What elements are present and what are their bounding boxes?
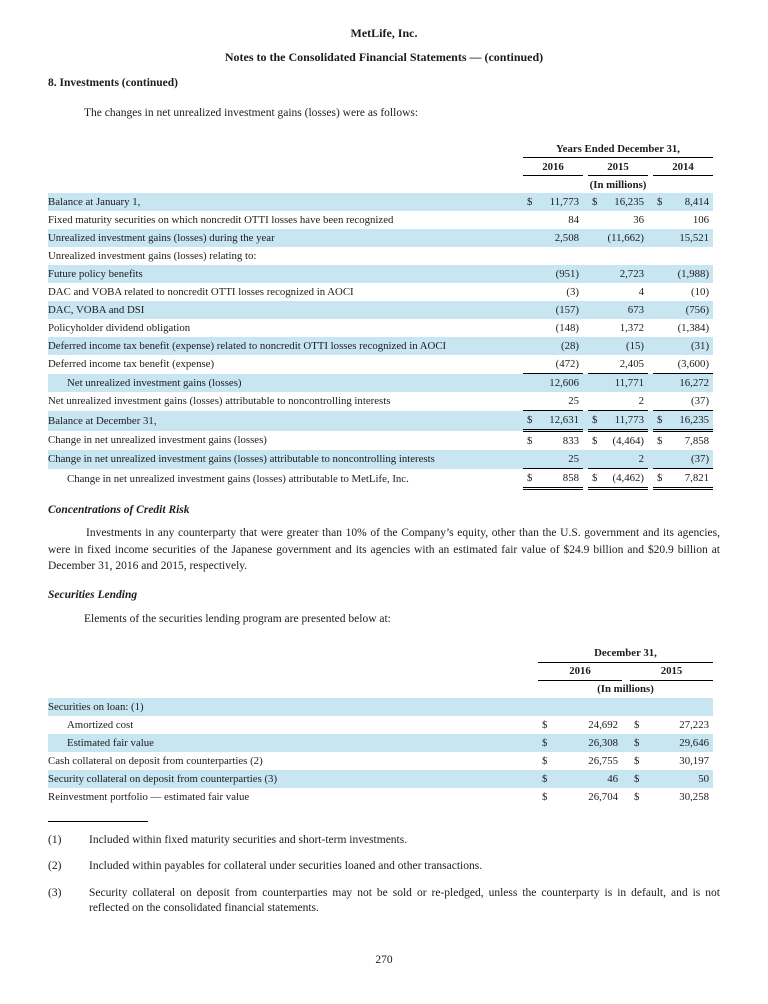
dollar-sign: $ [527,414,533,426]
column-gap [622,734,630,752]
dollar-sign: $ [634,736,640,749]
table-units-row [48,680,713,698]
value-cell [538,770,622,788]
column-gap [622,788,630,806]
header-spacer [48,680,538,698]
securities-lending-intro: Elements of the securities lending program are presented below at: [84,612,391,625]
value: (11,662) [607,232,644,244]
header-spacer [48,158,523,176]
table-row [48,374,713,393]
value-cell [630,788,713,806]
units-label: (In millions) [589,178,647,191]
table-row [48,337,713,355]
table-row [48,247,713,265]
period-header: December 31, [538,645,713,663]
row-label: Security collateral on deposit from counterparties (3) [48,770,538,788]
value: 2 [638,453,644,465]
value-cell [523,319,583,337]
value: 26,308 [588,736,618,749]
row-label: Unrealized investment gains (losses) relating to: [48,250,257,262]
value: 24,692 [588,718,618,731]
value-cell [588,431,648,451]
row-label: Policyholder dividend obligation [48,322,191,334]
table-row [48,411,713,431]
value: (31) [691,340,710,352]
value: 27,223 [679,718,709,731]
dollar-sign: $ [634,754,640,767]
row-label: Deferred income tax benefit (expense) [48,358,215,371]
value-cell [653,469,713,489]
value-cell [538,752,622,770]
value-cell [588,469,648,489]
value: 12,631 [549,414,579,426]
row-label: Balance at January 1, [48,193,523,211]
value-cell [523,392,583,411]
dollar-sign: $ [634,718,640,731]
value-cell [630,698,713,716]
table-row [48,355,713,374]
year-column-2015: 2015 [588,158,648,176]
value-cell [653,374,713,393]
intro-paragraph: The changes in net unrealized investment gains (losses) were as follows: [84,107,419,119]
table-row [48,450,713,469]
value: 8,414 [684,196,710,208]
row-label: Net unrealized investment gains (losses) [48,374,523,393]
value: 16,235 [614,196,644,208]
dollar-sign: $ [657,414,663,426]
value: 16,272 [679,377,710,389]
year-column-2014: 2014 [653,158,713,176]
value: (3) [566,286,579,298]
value-cell [523,337,583,355]
dollar-sign: $ [542,772,548,785]
value: (4,462) [612,472,644,484]
value-cell [653,355,713,374]
value: (37) [691,395,710,407]
column-gap [622,662,630,680]
column-gap [622,698,630,716]
value-cell [538,716,622,734]
dollar-sign: $ [634,772,640,785]
value-cell [588,283,648,301]
value-cell [653,392,713,411]
value-cell [653,211,713,229]
value: 7,858 [684,435,710,447]
value: (756) [685,304,710,316]
value-cell [630,752,713,770]
value: (28) [561,340,579,352]
value: 4 [638,286,644,298]
value: 7,821 [684,472,710,484]
row-label: Amortized cost [67,718,134,731]
value-cell [588,247,648,265]
value: 11,773 [614,414,644,426]
value-cell [523,283,583,301]
value-cell [653,337,713,355]
value: 26,755 [588,754,618,767]
value: (1,384) [677,322,710,334]
value: 858 [562,472,579,484]
value: 26,704 [588,790,618,803]
value: 673 [627,304,644,316]
value: (157) [555,304,579,316]
value: 84 [568,214,579,226]
footnote-marker: (2) [48,860,62,872]
value-cell [523,265,583,283]
year-column-2016: 2016 [523,158,583,176]
value: 833 [562,435,579,447]
value-cell [588,450,648,469]
table-period-row [48,645,713,663]
table-row [48,752,713,770]
table-units-row [48,176,713,194]
page-number: 270 [375,954,393,966]
dollar-sign: $ [657,435,663,447]
table-years-row [48,662,713,680]
period-header: Years Ended December 31, [523,140,713,158]
table-row [48,319,713,337]
value-cell [523,450,583,469]
row-label: Estimated fair value [48,734,538,752]
table-row [48,392,713,411]
value: 2,405 [619,358,644,370]
row-label: Reinvestment portfolio — estimated fair value [48,790,250,803]
year-column-2016: 2016 [538,662,622,680]
footnote-2 [48,859,720,875]
row-label: DAC and VOBA related to noncredit OTTI losses recognized in AOCI [48,286,354,298]
table-row [48,431,713,451]
footnote-divider [48,821,148,822]
value-cell [653,193,713,211]
row-label: Change in net unrealized investment gains (losses) [48,434,267,447]
company-title: MetLife, Inc. [350,26,418,40]
value: 25 [568,453,579,465]
value: 106 [692,214,710,226]
value: 2,508 [554,232,579,244]
value-cell [653,411,713,431]
value-cell [588,265,648,283]
value: 30,258 [679,790,709,803]
dollar-sign: $ [592,196,598,208]
row-label: Unrealized investment gains (losses) during the year [48,229,523,247]
dollar-sign: $ [527,435,533,447]
row-label: Change in net unrealized investment gains (losses) attributable to MetLife, Inc. [67,472,409,485]
value: 50 [698,772,709,785]
value-cell [588,337,648,355]
value: (4,464) [612,435,644,447]
table-row [48,698,713,716]
footnote-marker: (3) [48,886,62,899]
value-cell [653,247,713,265]
unrealized-gains-table [48,140,713,490]
value: 11,773 [549,196,579,208]
dollar-sign: $ [657,472,663,484]
value-cell [630,734,713,752]
dollar-sign: $ [542,790,548,803]
value-cell [523,469,583,489]
row-label: Deferred income tax benefit (expense) related to noncredit OTTI losses recognized in AOCI [48,337,523,355]
value-cell [653,265,713,283]
table-row [48,788,713,806]
header-spacer [48,176,523,194]
value-cell [523,229,583,247]
value-cell [523,247,583,265]
value: (951) [555,268,579,280]
table-row [48,211,713,229]
table-row [48,734,713,752]
value: 30,197 [679,754,709,767]
value-cell [653,301,713,319]
header-spacer [48,645,538,663]
value-cell [630,770,713,788]
dollar-sign: $ [527,472,533,484]
footnote-text: Included within payables for collateral under securities loaned and other transactions. [89,860,483,872]
table-row [48,265,713,283]
value: (148) [555,322,579,334]
value: 29,646 [679,736,709,749]
value-cell [523,301,583,319]
table-years-row [48,158,713,176]
row-label: Net unrealized investment gains (losses) attributable to noncontrolling interests [48,395,391,408]
footnote-3 [48,886,720,917]
dollar-sign: $ [542,718,548,731]
value-cell [538,788,622,806]
table-row [48,301,713,319]
row-label: Fixed maturity securities on which noncredit OTTI losses have been recognized [48,214,394,226]
value-cell [588,355,648,374]
row-label: DAC, VOBA and DSI [48,301,523,319]
column-gap [622,770,630,788]
value: (1,988) [677,268,710,280]
dollar-sign: $ [542,736,548,749]
securities-lending-heading: Securities Lending [48,588,138,601]
footnote-1 [48,833,720,849]
value: 16,235 [679,414,710,426]
value: 2 [638,395,644,407]
value-cell [653,283,713,301]
value-cell [588,229,648,247]
table-row [48,469,713,489]
footnote-text: Included within fixed maturity securities and short-term investments. [89,833,408,846]
value-cell [523,431,583,451]
value-cell [523,355,583,374]
value-cell [653,229,713,247]
value-cell [523,211,583,229]
value-cell [588,211,648,229]
value-cell [538,734,622,752]
value-cell [538,698,622,716]
value-cell [588,374,648,393]
credit-risk-heading: Concentrations of Credit Risk [48,504,190,516]
value: 1,372 [619,322,644,334]
dollar-sign: $ [657,196,663,208]
value: 2,723 [619,268,644,280]
value-cell [588,193,648,211]
value: 11,771 [614,377,644,389]
dollar-sign: $ [634,790,640,803]
value: 36 [633,214,644,226]
value: 15,521 [679,232,710,244]
dollar-sign: $ [592,472,598,484]
value-cell [523,193,583,211]
value: (3,600) [677,358,710,370]
table-row [48,193,713,211]
value-cell [653,431,713,451]
footnote-marker: (1) [48,833,62,846]
credit-risk-paragraph: Investments in any counterparty that were greater than 10% of the Company’s equity, other than the U.S. government and its agencies, were in fixed income securities of the Japanese government and its agencies with an estimated fair value of $24.9 billion and $20.9 billion at December 31, 2016 and 2015, respectively. [48,527,720,572]
row-label: Cash collateral on deposit from counterparties (2) [48,754,263,767]
value: (10) [691,286,710,298]
value-cell [588,392,648,411]
units-label: (In millions) [597,683,654,695]
table-period-row [48,140,713,158]
year-column-2015: 2015 [630,662,713,680]
value-cell [588,319,648,337]
row-label: Change in net unrealized investment gains (losses) attributable to noncontrolling interests [48,450,523,469]
section-heading: 8. Investments (continued) [48,77,179,89]
dollar-sign: $ [592,435,598,447]
column-gap [622,716,630,734]
value-cell [523,374,583,393]
value-cell [588,301,648,319]
value-cell [653,319,713,337]
header-spacer [48,662,538,680]
dollar-sign: $ [542,754,548,767]
value: (15) [626,340,644,352]
dollar-sign: $ [527,196,533,208]
value: 12,606 [549,377,579,389]
row-label: Securities on loan: (1) [48,698,538,716]
value-cell [653,450,713,469]
table-row [48,283,713,301]
value: (472) [555,358,579,370]
footnote-text: Security collateral on deposit from counterparties may not be sold or re-pledged, unless the counterparty is in default, and is not reflected on the consolidated financial statements. [89,886,720,914]
document-title: Notes to the Consolidated Financial Statements — (continued) [224,50,544,64]
value-cell [523,411,583,431]
value-cell [588,411,648,431]
value: (37) [691,453,710,465]
table-row [48,716,713,734]
value: 46 [607,772,618,785]
table-row [48,770,713,788]
column-gap [622,752,630,770]
row-label: Future policy benefits [48,265,523,283]
table-row [48,229,713,247]
dollar-sign: $ [592,414,598,426]
value: 25 [568,395,579,407]
header-spacer [48,140,523,158]
row-label: Balance at December 31, [48,411,523,431]
value-cell [630,716,713,734]
securities-lending-table [48,645,713,806]
